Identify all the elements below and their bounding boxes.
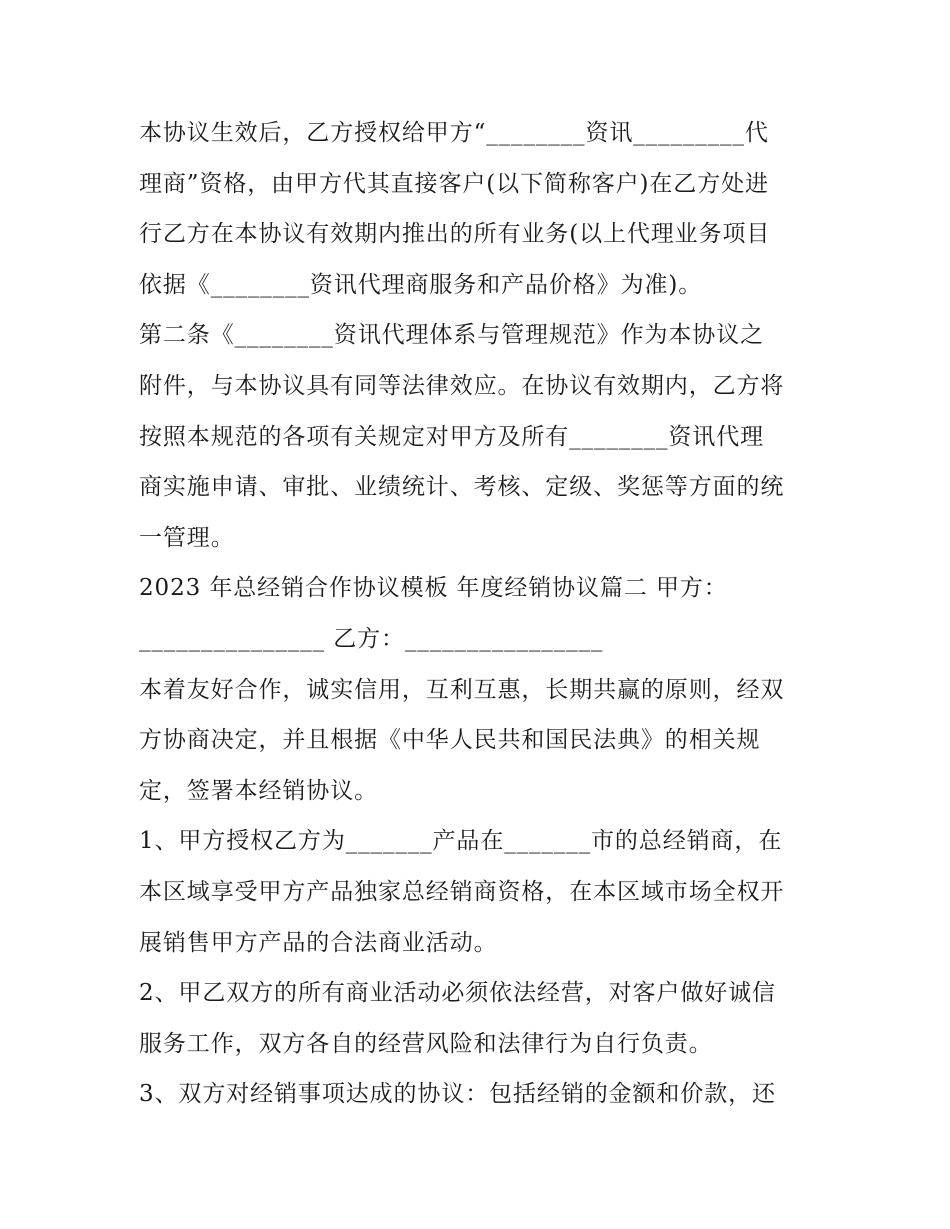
text-line: 一管理。 [139, 524, 235, 551]
text-line: 本区域享受甲方产品独家总经销商资格，在本区域市场全权开 [139, 878, 785, 905]
text-line: 附件，与本协议具有同等法律效应。在协议有效期内，乙方将 [139, 372, 785, 399]
text-line: 服务工作，双方各自的经营风险和法律行为自行负责。 [139, 1030, 713, 1057]
clause-2-line: 2、甲乙双方的所有商业活动必须依法经营，对客户做好诚信 [139, 980, 776, 1007]
text-line: 商实施申请、审批、业绩统计、考核、定级、奖惩等方面的统 [139, 474, 785, 501]
party-blanks-line: _______________ 乙方：________________ [139, 625, 604, 652]
section-heading-line: 2023 年总经销合作协议模板 年度经销协议篇二 甲方： [139, 575, 728, 602]
text-line: 第二条《________资讯代理体系与管理规范》作为本协议之 [139, 322, 764, 349]
text-line: 展销售甲方产品的合法商业活动。 [139, 929, 498, 956]
text-line: 理商”资格，由甲方代其直接客户(以下简称客户)在乙方处进 [139, 170, 769, 197]
document-body [139, 108, 819, 1120]
text-line: 本协议生效后，乙方授权给甲方“________资讯_________代 [139, 120, 769, 146]
text-line: 方协商决定，并且根据《中华人民共和国民法典》的相关规 [139, 727, 761, 754]
text-line: 定，签署本经销协议。 [139, 777, 378, 804]
text-line: 依据《________资讯代理商服务和产品价格》为准)。 [139, 271, 703, 298]
text-line: 行乙方在本协议有效期内推出的所有业务(以上代理业务项目 [139, 221, 771, 248]
text-line: 本着友好合作，诚实信用，互利互惠，长期共赢的原则，经双 [139, 676, 785, 703]
clause-3-line: 3、双方对经销事项达成的协议：包括经销的金额和价款，还 [139, 1081, 776, 1108]
clause-1-line: 1、甲方授权乙方为_______产品在_______市的总经销商，在 [139, 828, 783, 855]
text-line: 按照本规范的各项有关规定对甲方及所有________资讯代理 [139, 423, 764, 450]
